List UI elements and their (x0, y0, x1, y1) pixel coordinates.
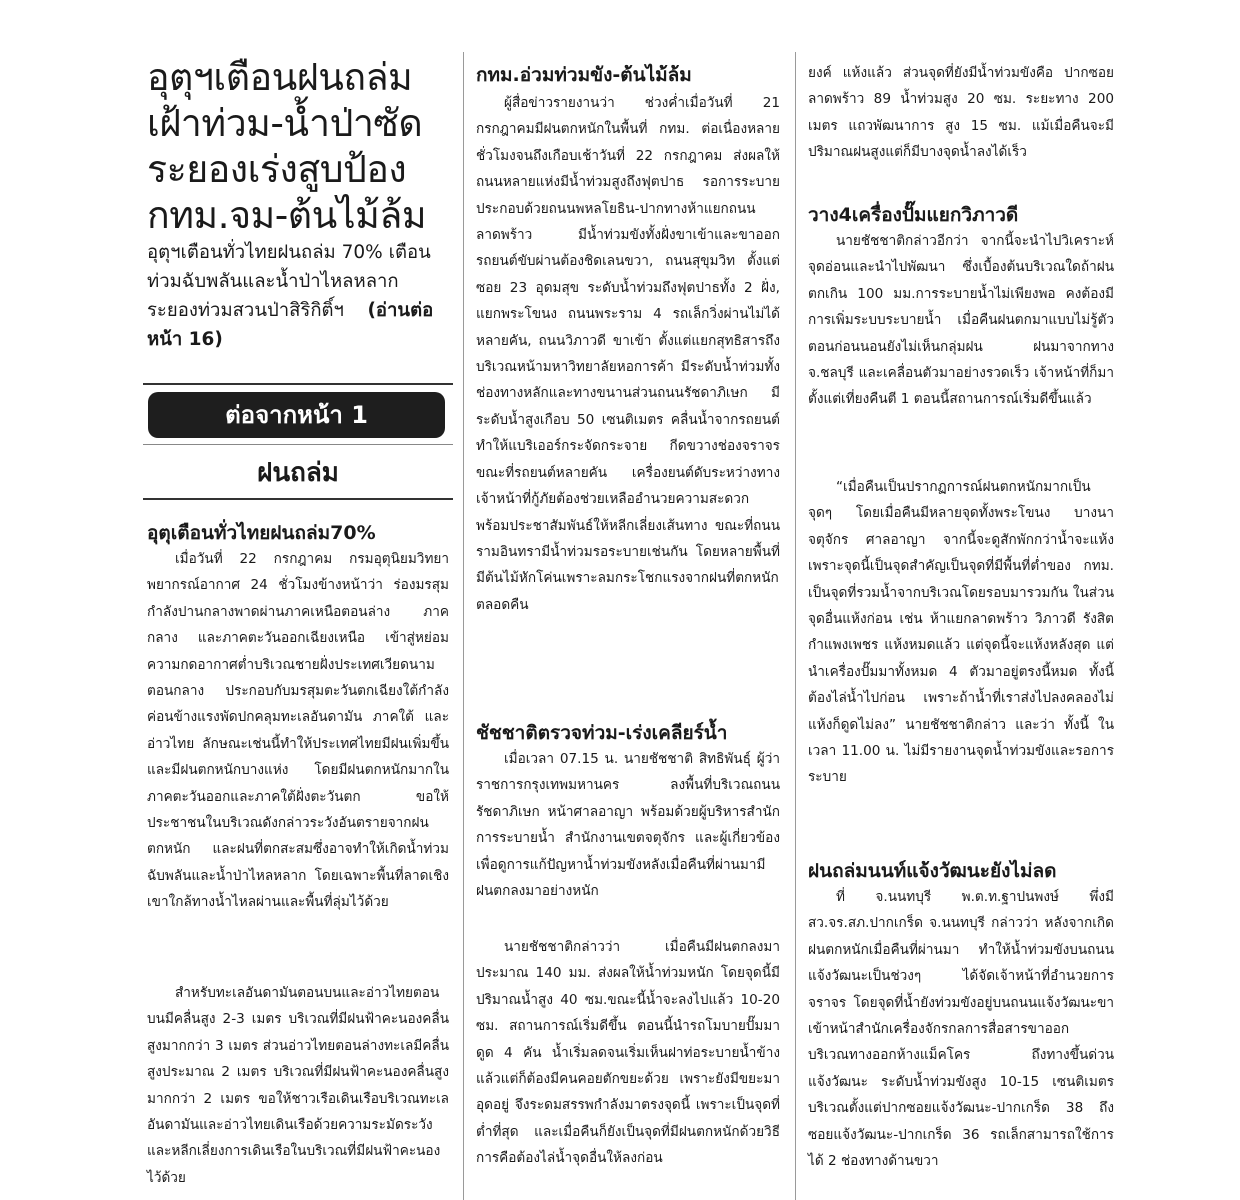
subheading-2: ชัชชาติตรวจท่วม-เร่งเคลียร์น้ำ (476, 722, 728, 744)
deck-text: อุตุฯเตือนทั่วไทยฝนถล่ม 70% เตือนท่วมฉับพลันและน้ำป่าไหลหลาก ระยองท่วมสวนป่าสิริกิติ์ฯ (147, 242, 431, 321)
column-middle (474, 0, 784, 1200)
deck-continued-ref: (อ่านต่อหน้า 16) (147, 300, 434, 350)
column-divider-1 (463, 52, 464, 1200)
article-paragraph: นายชัชชาติกล่าวอีกว่า จากนี้จะนำไปวิเคราะห์จุดอ่อนและนำไปพัฒนา ซึ่งเบื้องต้นบริเวณใดถ้าฝนตกเกิน 100 มม.การระบายน้ำไม่เพียงพอ คงต้องมีการเพิ่มระบบระบายน้ำ เมื่อคืนฝนตกมาแบบไม่รู้ตัวตอนก่อนนอนยังไม่เห็นกลุ่มฝน ฝนมาจากทาง จ.ชลบุรี และเคลื่อนตัวมาอย่างรวดเร็ว เจ้าหน้าที่ก็มาตั้งแต่เที่ยงคืนตี 1 ตอนนี้สถานการณ์เริ่มดีขึ้นแล้ว (808, 233, 1114, 408)
article-paragraph: สำหรับทะเลอันดามันตอนบนและอ่าวไทยตอนบนมีคลื่นสูง 2-3 เมตร บริเวณที่มีฝนฟ้าคะนองคลื่นสูงมากกว่า 3 เมตร ส่วนอ่าวไทยตอนล่างทะเลมีคลื่นสูงประมาณ 2 เมตร บริเวณที่มีฝนฟ้าคะนองคลื่นสูงมากกว่า 2 เมตร ขอให้ชาวเรือเดินเรือบริเวณทะเลอันดามันและอ่าวไทยเดินเรือด้วยความระมัดระวัง และหลีกเลี่ยงการเดินเรือในบริเวณที่มีฝนฟ้าคะนองไว้ด้วย (147, 985, 449, 1186)
banner-rule (143, 444, 453, 445)
subheading-1: กทม.อ่วมท่วมขัง-ต้นไม้ล้ม (476, 64, 692, 86)
section-title: ฝนถล่ม (257, 458, 339, 488)
section-rule (143, 498, 453, 500)
article-paragraph: เมื่อเวลา 07.15 น. นายชัชชาติ สิทธิพันธุ์ ผู้ว่าราชการกรุงเทพมหานคร ลงพื้นที่บริเวณถนนรัชดาภิเษก หน้าศาลอาญา พร้อมด้วยผู้บริหารสำนักการระบายน้ำ สำนักงานเขตจตุจักร และผู้เกี่ยวข้อง เพื่อดูการแก้ปัญหาน้ำท่วมขังหลังเมื่อคืนที่ผ่านมามีฝนตกลงมาอย่างหนัก (476, 751, 780, 900)
continued-banner: ต่อจากหน้า 1 (148, 392, 445, 438)
headline: อุตุฯเตือนฝนถล่ม เฝ้าท่วม-น้ำป่าซัด ระยองเร่งสูบป้อง กทม.จม-ต้นไม้ล้ม (147, 55, 427, 237)
article-paragraph: นายชัชชาติกล่าวว่า เมื่อคืนมีฝนตกลงมาประมาณ 140 มม. ส่งผลให้น้ำท่วมหนัก โดยจุดนี้มีปริมาณน้ำสูง 40 ซม.ขณะนี้น้ำจะลงไปแล้ว 10-20 ซม. สถานการณ์เริ่มดีขึ้น ตอนนี้นำรถโมบายปั๊มมาดูด 4 คัน น้ำเริ่มลดจนเริ่มเห็นฝาท่อระบายน้ำข้างแล้วแต่ก็ต้องมีคนคอยตักขยะด้วย เพราะยังมีขยะมาอุดอยู่ จึงระดมสรรพกำลังมาตรงจุดนี้ เพราะเป็นจุดที่ต่ำที่สุด และเมื่อคืนก็ยังเป็นจุดที่มีฝนตกหนักด้วยวิธีการคือต้องไล่น้ำจุดอื่นให้ลงก่อน (476, 939, 780, 1167)
subheading-1: อุตุเตือนทั่วไทยฝนถล่ม70% (147, 522, 376, 544)
article-paragraph: ที่ จ.นนทบุรี พ.ต.ท.ฐาปนพงษ์ พึ่งมี สว.จร.สภ.ปากเกร็ด จ.นนทบุรี กล่าวว่า หลังจากเกิดฝนตกหนักเมื่อคืนที่ผ่านมา ทำให้น้ำท่วมขังบนถนนแจ้งวัฒนะเป็นช่วงๆ ได้จัดเจ้าหน้าที่อำนวยการจราจร โดยจุดที่น้ำยังท่วมขังอยู่บนถนนแจ้งวัฒนะขาเข้าหน้าสำนักเครื่องจักรกลการสื่อสารขาออก บริเวณทางออกห้างแม็คโคร ถึงทางขึ้นด่วนแจ้งวัฒนะ ระดับน้ำท่วมขังสูง 10-15 เซนติเมตร บริเวณตั้งแต่ปากซอยแจ้งวัฒนะ-ปากเกร็ด 38 ถึงซอยแจ้งวัฒนะ-ปากเกร็ด 36 รถเล็กสามารถใช้การได้ 2 ช่องทางด้านขวา (808, 889, 1114, 1170)
column-right (806, 0, 1116, 1200)
subheading-1: วาง4เครื่องปั๊มแยกวิภาวดี (808, 204, 1019, 226)
article-paragraph: ผู้สื่อข่าวรายงานว่า ช่วงค่ำเมื่อวันที่ 21 กรกฎาคมมีฝนตกหนักในพื้นที่ กทม. ต่อเนื่องหลายชั่วโมงจนถึงเกือบเช้าวันที่ 22 กรกฎาคม ส่งผลให้ถนนหลายแห่งมีน้ำท่วมสูงถึงฟุตปาธ รอการระบาย ประกอบด้วยถนนพหลโยธิน-ปากทางห้าแยกถนนลาดพร้าว มีน้ำท่วมขังทั้งฝั่งขาเข้าและขาออก รถยนต์ขับผ่านต้องชิดเลนขวา, ถนนสุขุมวิท ตั้งแต่ซอย 23 อุดมสุข ระดับน้ำท่วมถึงฟุตปาธทั้ง 2 ฝั่ง, แยกพระโขนง ถนนพระราม 4 รถเล็กวิ่งผ่านไม่ได้หลายคัน, ถนนวิภาวดี ขาเข้า ตั้งแต่แยกสุทธิสารถึงบริเวณหน้ามหาวิทยาลัยหอการค้า มีระดับน้ำท่วมทั้งช่องทางหลักและทางขนานส่วนถนนรัชดาภิเษก มีระดับน้ำสูงเกือบ 50 เซนติเมตร คลื่นน้ำจากรถยนต์ ทำให้แบริเออร์กระจัดกระจาย กีดขวางช่องจราจร ขณะที่รถยนต์หลายคัน เครื่องยนต์ดับระหว่างทาง เจ้าหน้าที่กู้ภัยต้องช่วยเหลืออำนวยความสะดวก พร้อมประชาสัมพันธ์ให้หลีกเลี่ยงเส้นทาง ขณะที่ถนนรามอินทรามีน้ำท่วมรอระบายเช่นกัน โดยหลายพื้นที่มีต้นไม้หักโค่นเพราะลมกระโชกแรงจากฝนที่ตกหนักตลอดคืน (476, 95, 780, 613)
subheading-2: ฝนถล่มนนท์แจ้งวัฒนะยังไม่ลด (808, 860, 1057, 882)
article-paragraph: “เมื่อคืนเป็นปรากฏการณ์ฝนตกหนักมากเป็นจุดๆ โดยเมื่อคืนมีหลายจุดทั้งพระโขนง บางนา จตุจักร ศาลอาญา จากนี้จะดูสักพักกว่าน้ำจะแห้ง เพราะจุดนี้เป็นจุดสำคัญเป็นจุดที่มีพื้นที่ต่ำของ กทม. เป็นจุดที่รวมน้ำจากบริเวณโดยรอบมารวมกัน ในส่วนจุดอื่นแห้งก่อน เช่น ห้าแยกลาดพร้าว วิภาวดี รังสิต กำแพงเพชร แห้งหมดแล้ว แต่จุดนี้จะแห้งหลังสุด แต่นำเครื่องปั๊มมาทั้งหมด 4 ตัวมาอยู่ตรงนี้หมด ทั้งนี้ ต้องไล่น้ำไปก่อน เพราะถ้าน้ำที่เราส่งไปลงคลองไม่แห้งก็ดูดไม่ลง” นายชัชชาติกล่าว และว่า ทั้งนี้ ในเวลา 11.00 น. ไม่มีรายงานจุดน้ำท่วมขังและรอการระบาย (808, 479, 1114, 786)
column-divider-2 (795, 52, 796, 1200)
top-rule (143, 383, 453, 385)
article-paragraph: ยงค์ แห้งแล้ว ส่วนจุดที่ยังมีน้ำท่วมขังคือ ปากซอยลาดพร้าว 89 น้ำท่วมสูง 20 ซม. ระยะทาง 200 เมตร แถวพัฒนาการ สูง 15 ซม. แม้เมื่อคืนจะมีปริมาณฝนสูงแต่ก็มีบางจุดน้ำลงได้เร็ว (808, 65, 1114, 161)
article-paragraph: เมื่อวันที่ 22 กรกฎาคม กรมอุตุนิยมวิทยาพยากรณ์อากาศ 24 ชั่วโมงข้างหน้าว่า ร่องมรสุมกำลังปานกลางพาดผ่านภาคเหนือตอนล่าง ภาคกลาง และภาคตะวันออกเฉียงเหนือ เข้าสู่หย่อมความกดอากาศต่ำบริเวณชายฝั่งประเทศเวียดนามตอนกลาง ประกอบกับมรสุมตะวันตกเฉียงใต้กำลังค่อนข้างแรงพัดปกคลุมทะเลอันดามัน ภาคใต้ และอ่าวไทย ลักษณะเช่นนี้ทำให้ประเทศไทยมีฝนเพิ่มขึ้นและมีฝนตกหนักบางแห่ง โดยมีฝนตกหนักมากในภาคตะวันออกและภาคใต้ฝั่งตะวันตก ขอให้ประชาชนในบริเวณดังกล่าวระวังอันตรายจากฝนตกหนัก และฝนที่ตกสะสมซึ่งอาจทำให้เกิดน้ำท่วมฉับพลันและน้ำป่าไหลหลาก โดยเฉพาะพื้นที่ลาดเชิงเขาใกล้ทางน้ำไหลผ่านและพื้นที่ลุ่มไว้ด้วย (147, 551, 449, 911)
deck (147, 238, 447, 354)
column-left (143, 0, 453, 1200)
